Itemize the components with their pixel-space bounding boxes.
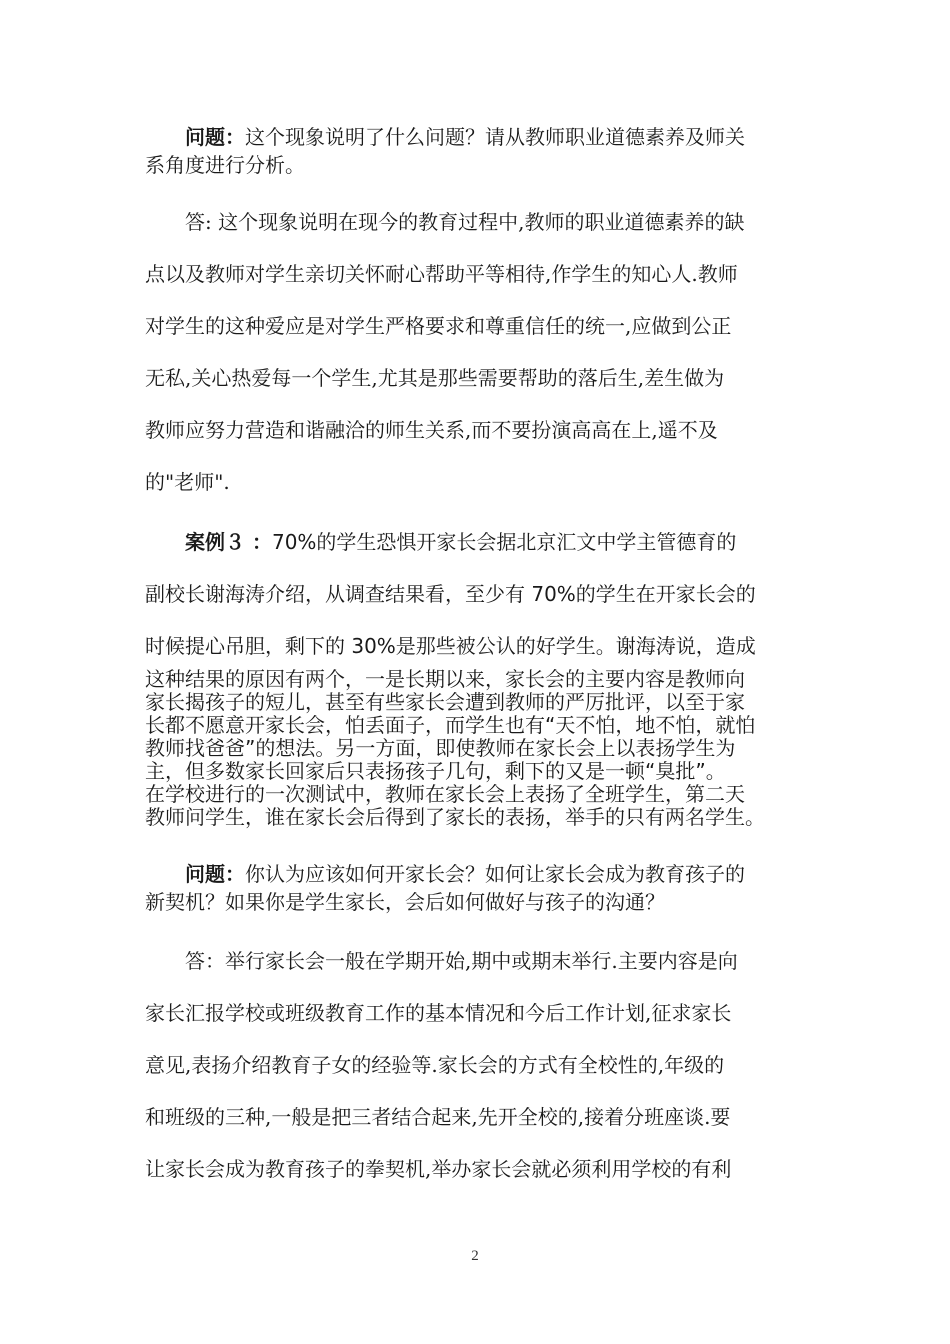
case-3-body-line: 教师问学生，谁在家长会后得到了家长的表扬，举手的只有两名学生。 bbox=[145, 805, 765, 829]
question-3-line-1 bbox=[145, 860, 810, 888]
question-3-text-1: 你认为应该如何开家长会？如何让家长会成为教育孩子的 bbox=[245, 862, 745, 886]
question-3 bbox=[145, 860, 810, 916]
answer-3-line: 让家长会成为教育孩子的拳契机,举办家长会就必须利用学校的有利 bbox=[145, 1157, 732, 1181]
answer-3-line: 家长汇报学校或班级教育工作的基本情况和今后工作计划,征求家长 bbox=[145, 1001, 732, 1025]
case-3-line-1 bbox=[145, 516, 810, 568]
answer-1-line: 无私,关心热爱每一个学生,尤其是那些需要帮助的落后生,差生做为 bbox=[145, 366, 725, 390]
question-1-line-2: 系角度进行分析。 bbox=[145, 153, 305, 177]
answer-1-line: 的"老师". bbox=[145, 470, 230, 494]
answer-1-line: 答: 这个现象说明在现今的教育过程中,教师的职业道德素养的缺 bbox=[185, 210, 745, 234]
case-3-line-3: 时候提心吊胆，剩下的 30%是那些被公认的好学生。谢海涛说，造成 bbox=[145, 634, 756, 658]
answer-1-line: 教师应努力营造和谐融洽的师生关系,而不要扮演高高在上,遥不及 bbox=[145, 418, 718, 442]
case-3-body bbox=[145, 668, 810, 829]
case-3-body-line: 长都不愿意开家长会，怕丢面子，而学生也有“天不怕，地不怕，就怕 bbox=[145, 713, 756, 737]
case-3 bbox=[145, 516, 810, 672]
answer-3-line: 意见,表扬介绍教育子女的经验等.家长会的方式有全校性的,年级的 bbox=[145, 1053, 725, 1077]
answer-1-line: 点以及教师对学生亲切关怀耐心帮助平等相待,作学生的知心人.教师 bbox=[145, 262, 738, 286]
answer-3-line: 和班级的三种,一般是把三者结合起来,先开全校的,接着分班座谈.要 bbox=[145, 1105, 731, 1129]
page-number: 2 bbox=[471, 1248, 479, 1264]
question-1-label: 问题： bbox=[185, 125, 245, 149]
case-3-body-line: 在学校进行的一次测试中，教师在家长会上表扬了全班学生，第二天 bbox=[145, 782, 745, 806]
case-3-body-line: 家长揭孩子的短儿，甚至有些家长会遭到教师的严厉批评，以至于家 bbox=[145, 690, 745, 714]
question-1-text-1: 这个现象说明了什么问题？请从教师职业道德素养及师关 bbox=[245, 125, 745, 149]
question-1-line-1 bbox=[145, 123, 810, 151]
answer-3 bbox=[145, 935, 810, 1195]
question-3-label: 问题： bbox=[185, 862, 245, 886]
answer-3-line: 答：举行家长会一般在学期开始,期中或期末举行.主要内容是向 bbox=[185, 949, 738, 973]
answer-1 bbox=[145, 196, 810, 508]
case-3-line-2: 副校长谢海涛介绍，从调查结果看，至少有 70%的学生在开家长会的 bbox=[145, 582, 756, 606]
case-3-body-line: 教师找爸爸”的想法。另一方面，即使教师在家长会上以表扬学生为 bbox=[145, 736, 736, 760]
case-3-body-line: 这种结果的原因有两个，一是长期以来，家长会的主要内容是教师向 bbox=[145, 667, 745, 691]
case-3-label: 案例３ ： bbox=[185, 530, 272, 554]
answer-1-line: 对学生的这种爱应是对学生严格要求和尊重信任的统一,应做到公正 bbox=[145, 314, 732, 338]
question-1 bbox=[145, 123, 810, 179]
case-3-text-1: 70%的学生恐惧开家长会据北京汇文中学主管德育的 bbox=[271, 530, 737, 554]
question-3-line-2: 新契机？如果你是学生家长，会后如何做好与孩子的沟通？ bbox=[145, 890, 665, 914]
case-3-body-line: 主，但多数家长回家后只表扬孩子几句，剩下的又是一顿“臭批”。 bbox=[145, 759, 726, 783]
